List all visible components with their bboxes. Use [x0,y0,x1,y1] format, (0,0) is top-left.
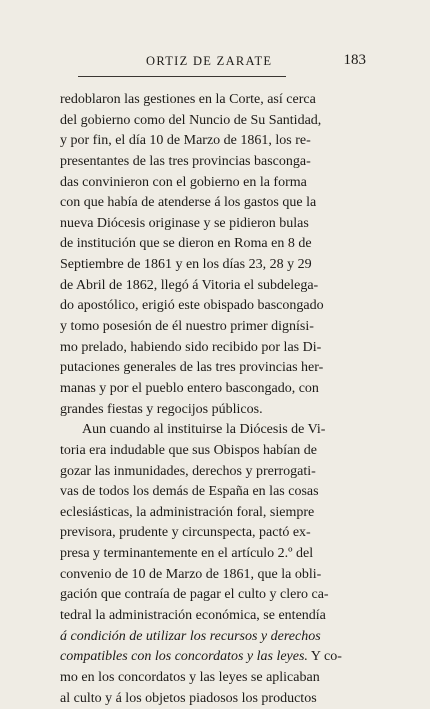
line-text: eclesiásticas, la administración foral, siempre [60,504,315,520]
line-text: de institución que se dieron en Roma en 8 de [60,236,312,252]
text-line [60,668,360,689]
header-rule [78,76,286,77]
line-text: putaciones generales de las tres provincias her- [60,360,324,376]
line-text: manas y por el pueblo entero bascongado, con [60,380,319,396]
italic-text: compatibles con los concordatos y las leyes. [60,649,308,665]
body-text [60,90,360,709]
line-text: de Abril de 1862, llegó á Vitoria el subdelega- [60,277,319,293]
line-text: y por fin, el día 10 de Marzo de 1861, los re- [60,133,311,149]
text-line [60,90,360,111]
italic-text: á condición de utilizar los recursos y derechos [60,628,321,644]
text-line [60,255,360,276]
text-line [60,544,360,565]
line-text: convenio de 10 de Marzo de 1861, que la obli- [60,566,322,582]
text-line [60,338,360,359]
line-text: gación que contraía de pagar el culto y clero ca- [60,587,329,603]
text-line [60,358,360,379]
text-line [60,585,360,606]
line-text: y tomo posesión de él nuestro primer dignísi- [60,319,314,335]
line-text: presentantes de las tres provincias basconga- [60,153,311,169]
text-line [60,627,360,648]
text-line [60,503,360,524]
text-line [60,441,360,462]
text-line [60,379,360,400]
running-title: ORTIZ DE ZARATE [146,54,273,68]
text-line [60,689,360,709]
text-line [60,276,360,297]
line-text: Septiembre de 1861 y en los días 23, 28 y 29 [60,257,312,273]
line-text: toria era indudable que sus Obispos habían de [60,442,317,458]
text-line [60,111,360,132]
line-text-tail: Y co- [307,649,342,665]
text-line [60,317,360,338]
line-text: mo en los concordatos y las leyes se aplicaban [60,669,320,685]
line-text: vas de todos los demás de España en las cosas [60,484,319,500]
line-text: grandes fiestas y regocijos públicos. [60,401,263,417]
line-text: Aun cuando al instituirse la Diócesis de Vi- [82,422,326,438]
line-text: tedral la administración económica, se entendía [60,608,326,624]
line-text: gozar las inmunidades, derechos y prerrogati- [60,463,316,479]
text-line [60,131,360,152]
text-line [60,462,360,483]
text-line [60,647,360,668]
line-text: mo prelado, habiendo sido recibido por las Di- [60,339,322,355]
line-text: presa y terminantemente en el artículo 2.º del [60,546,314,562]
text-line [60,482,360,503]
line-text: al culto y á los objetos piadosos los productos [60,690,317,706]
text-line [60,234,360,255]
line-text: do apostólico, erigió este obispado bascongado [60,298,324,314]
line-text: con que había de atenderse á los gastos que la [60,195,317,211]
text-line [60,214,360,235]
line-text: previsora, prudente y circunspecta, pactó ex- [60,525,311,541]
line-text: del gobierno como del Nuncio de Su Santidad, [60,112,322,128]
text-line [60,193,360,214]
text-line [60,523,360,544]
text-line [60,420,360,441]
line-text: das convinieron con el gobierno en la forma [60,174,307,190]
text-line [60,400,360,421]
line-text: nueva Diócesis originase y se pidieron bulas [60,215,309,231]
page-header [60,51,366,77]
text-line [60,173,360,194]
text-line [60,152,360,173]
text-line [60,606,360,627]
text-line [60,296,360,317]
text-line [60,565,360,586]
page-number: 183 [343,52,366,68]
line-text: redoblaron las gestiones en la Corte, así cerca [60,92,316,107]
